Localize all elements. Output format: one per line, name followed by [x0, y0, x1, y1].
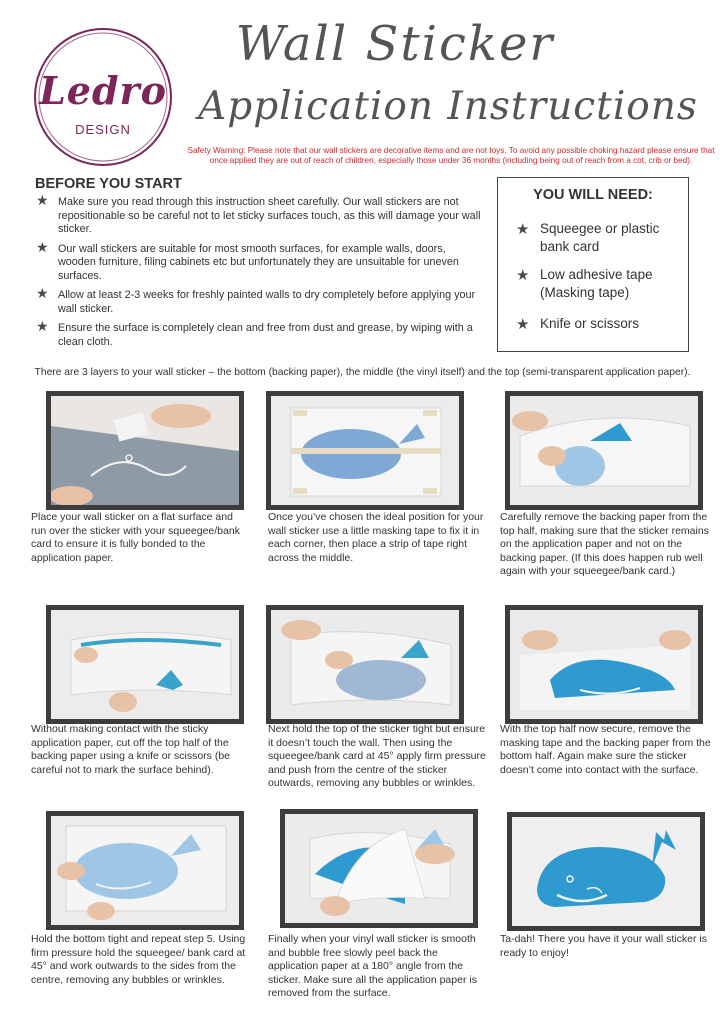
step-6-photo [505, 605, 703, 724]
step-6-illustration [510, 610, 698, 719]
step-3-illustration [510, 396, 698, 505]
list-item-text: Make sure you read through this instruction sheet carefully. Our wall stickers are not repositionable so be careful not to let sticky surfaces touch, as this will damage your wall sticker. [58, 196, 481, 235]
step-4-photo [46, 605, 244, 724]
step-8-text: Finally when your vinyl wall sticker is smooth and bubble free slowly peel back the application paper at a 180° angle from the sticker. Make sure all the application paper is removed from the surface. [268, 933, 477, 1000]
step-7-illustration [51, 816, 239, 925]
list-item-text: Ensure the surface is completely clean and free from dust and grease, by wiping with a clean cloth. [58, 322, 473, 348]
list-item [516, 315, 684, 333]
you-will-need-box [497, 177, 689, 352]
step-3-text: Carefully remove the backing paper from the top half, making sure that the sticker remains on the application paper and not on the backing paper. (If this does happen rub well again with your squeegee/bank card.) [500, 511, 709, 578]
step-7-text: Hold the bottom tight and repeat step 5. Using firm pressure hold the squeegee/ bank card at 45° and work outwards to the sides from the centre, removing any bubbles or wrinkles. [31, 933, 246, 986]
safety-warning: Safety Warning: Please note that our wall stickers are decorative items and are not toys. To avoid any possible choking hazard please ensure that once applied they are out of reach of children, especially those under 36 months (including being out of reach from a cot, crib or bed). [187, 146, 715, 165]
step-6-text: With the top half now secure, remove the masking tape and the backing paper from the bottom half. Again make sure the sticker doesn’t come into contact with the surface. [500, 723, 711, 776]
list-item-text: Low adhesive tape (Masking tape) [540, 267, 653, 300]
step-9-illustration [512, 817, 700, 926]
star-icon: ★ [516, 267, 530, 284]
layers-note: There are 3 layers to your wall sticker – the bottom (backing paper), the middle (the vinyl itself) and the top (semi-transparent application paper). [34, 367, 691, 378]
step-9-photo [507, 812, 705, 931]
step-7-photo [46, 811, 244, 930]
step-4-illustration [51, 610, 239, 719]
step-1-illustration [51, 396, 239, 505]
star-icon: ★ [516, 221, 530, 238]
logo-name: Ledro [39, 68, 167, 113]
list-item [36, 285, 482, 316]
step-1-text: Place your wall sticker on a flat surface and run over the sticker with your squeegee/bank card to ensure it is fully bonded to the application paper. [31, 511, 240, 564]
star-icon: ★ [36, 192, 49, 208]
step-4-text: Without making contact with the sticky application paper, cut off the top half of the backing paper using a knife or scissors (be careful not to mark the surface behind). [31, 723, 231, 776]
step-1-photo [46, 391, 244, 510]
star-icon: ★ [36, 285, 49, 301]
step-2-text: Once you’ve chosen the ideal position for your wall sticker use a little masking tape to fix it in each corner, then place a strip of tape right across the middle. [268, 511, 484, 564]
list-item-text: Squeegee or plastic bank card [540, 221, 660, 254]
step-3-photo [505, 391, 703, 510]
step-8-illustration [285, 814, 473, 923]
step-8-photo [280, 809, 478, 928]
step-5-illustration [271, 610, 459, 719]
list-item [516, 220, 684, 256]
brand-logo [30, 24, 176, 170]
star-icon: ★ [36, 238, 49, 255]
star-icon: ★ [36, 318, 49, 334]
step-2-photo [266, 391, 464, 510]
step-2-illustration [271, 396, 459, 505]
list-item-text: Our wall stickers are suitable for most smooth surfaces, for example walls, doors, wooden furniture, filing cabinets etc but unfortunately they are unsuitable for uneven surfaces. [58, 242, 459, 282]
list-item [36, 238, 482, 284]
list-item-text: Allow at least 2-3 weeks for freshly painted walls to dry completely before applying your wall sticker. [58, 289, 476, 315]
logo-sub: DESIGN [75, 122, 131, 137]
before-you-start-heading: BEFORE YOU START [35, 176, 182, 192]
step-5-text: Next hold the top of the sticker tight but ensure it doesn’t touch the wall. Then using the squeegee/bank card at 45° apply firm pressure and push from the centre of the sticker outwards, removing any bubbles or wrinkles. [268, 723, 486, 790]
list-item [516, 266, 684, 302]
you-will-need-heading: YOU WILL NEED: [533, 187, 653, 203]
page-subtitle: Application Instructions [198, 84, 698, 129]
list-item-text: Knife or scissors [540, 316, 640, 331]
page-title: Wall Sticker [235, 16, 555, 72]
step-9-text: Ta-dah! There you have it your wall sticker is ready to enjoy! [500, 933, 707, 959]
step-5-photo [266, 605, 464, 724]
star-icon: ★ [516, 316, 530, 333]
list-item [36, 318, 482, 349]
before-you-start-list [36, 192, 482, 355]
list-item [36, 192, 482, 237]
